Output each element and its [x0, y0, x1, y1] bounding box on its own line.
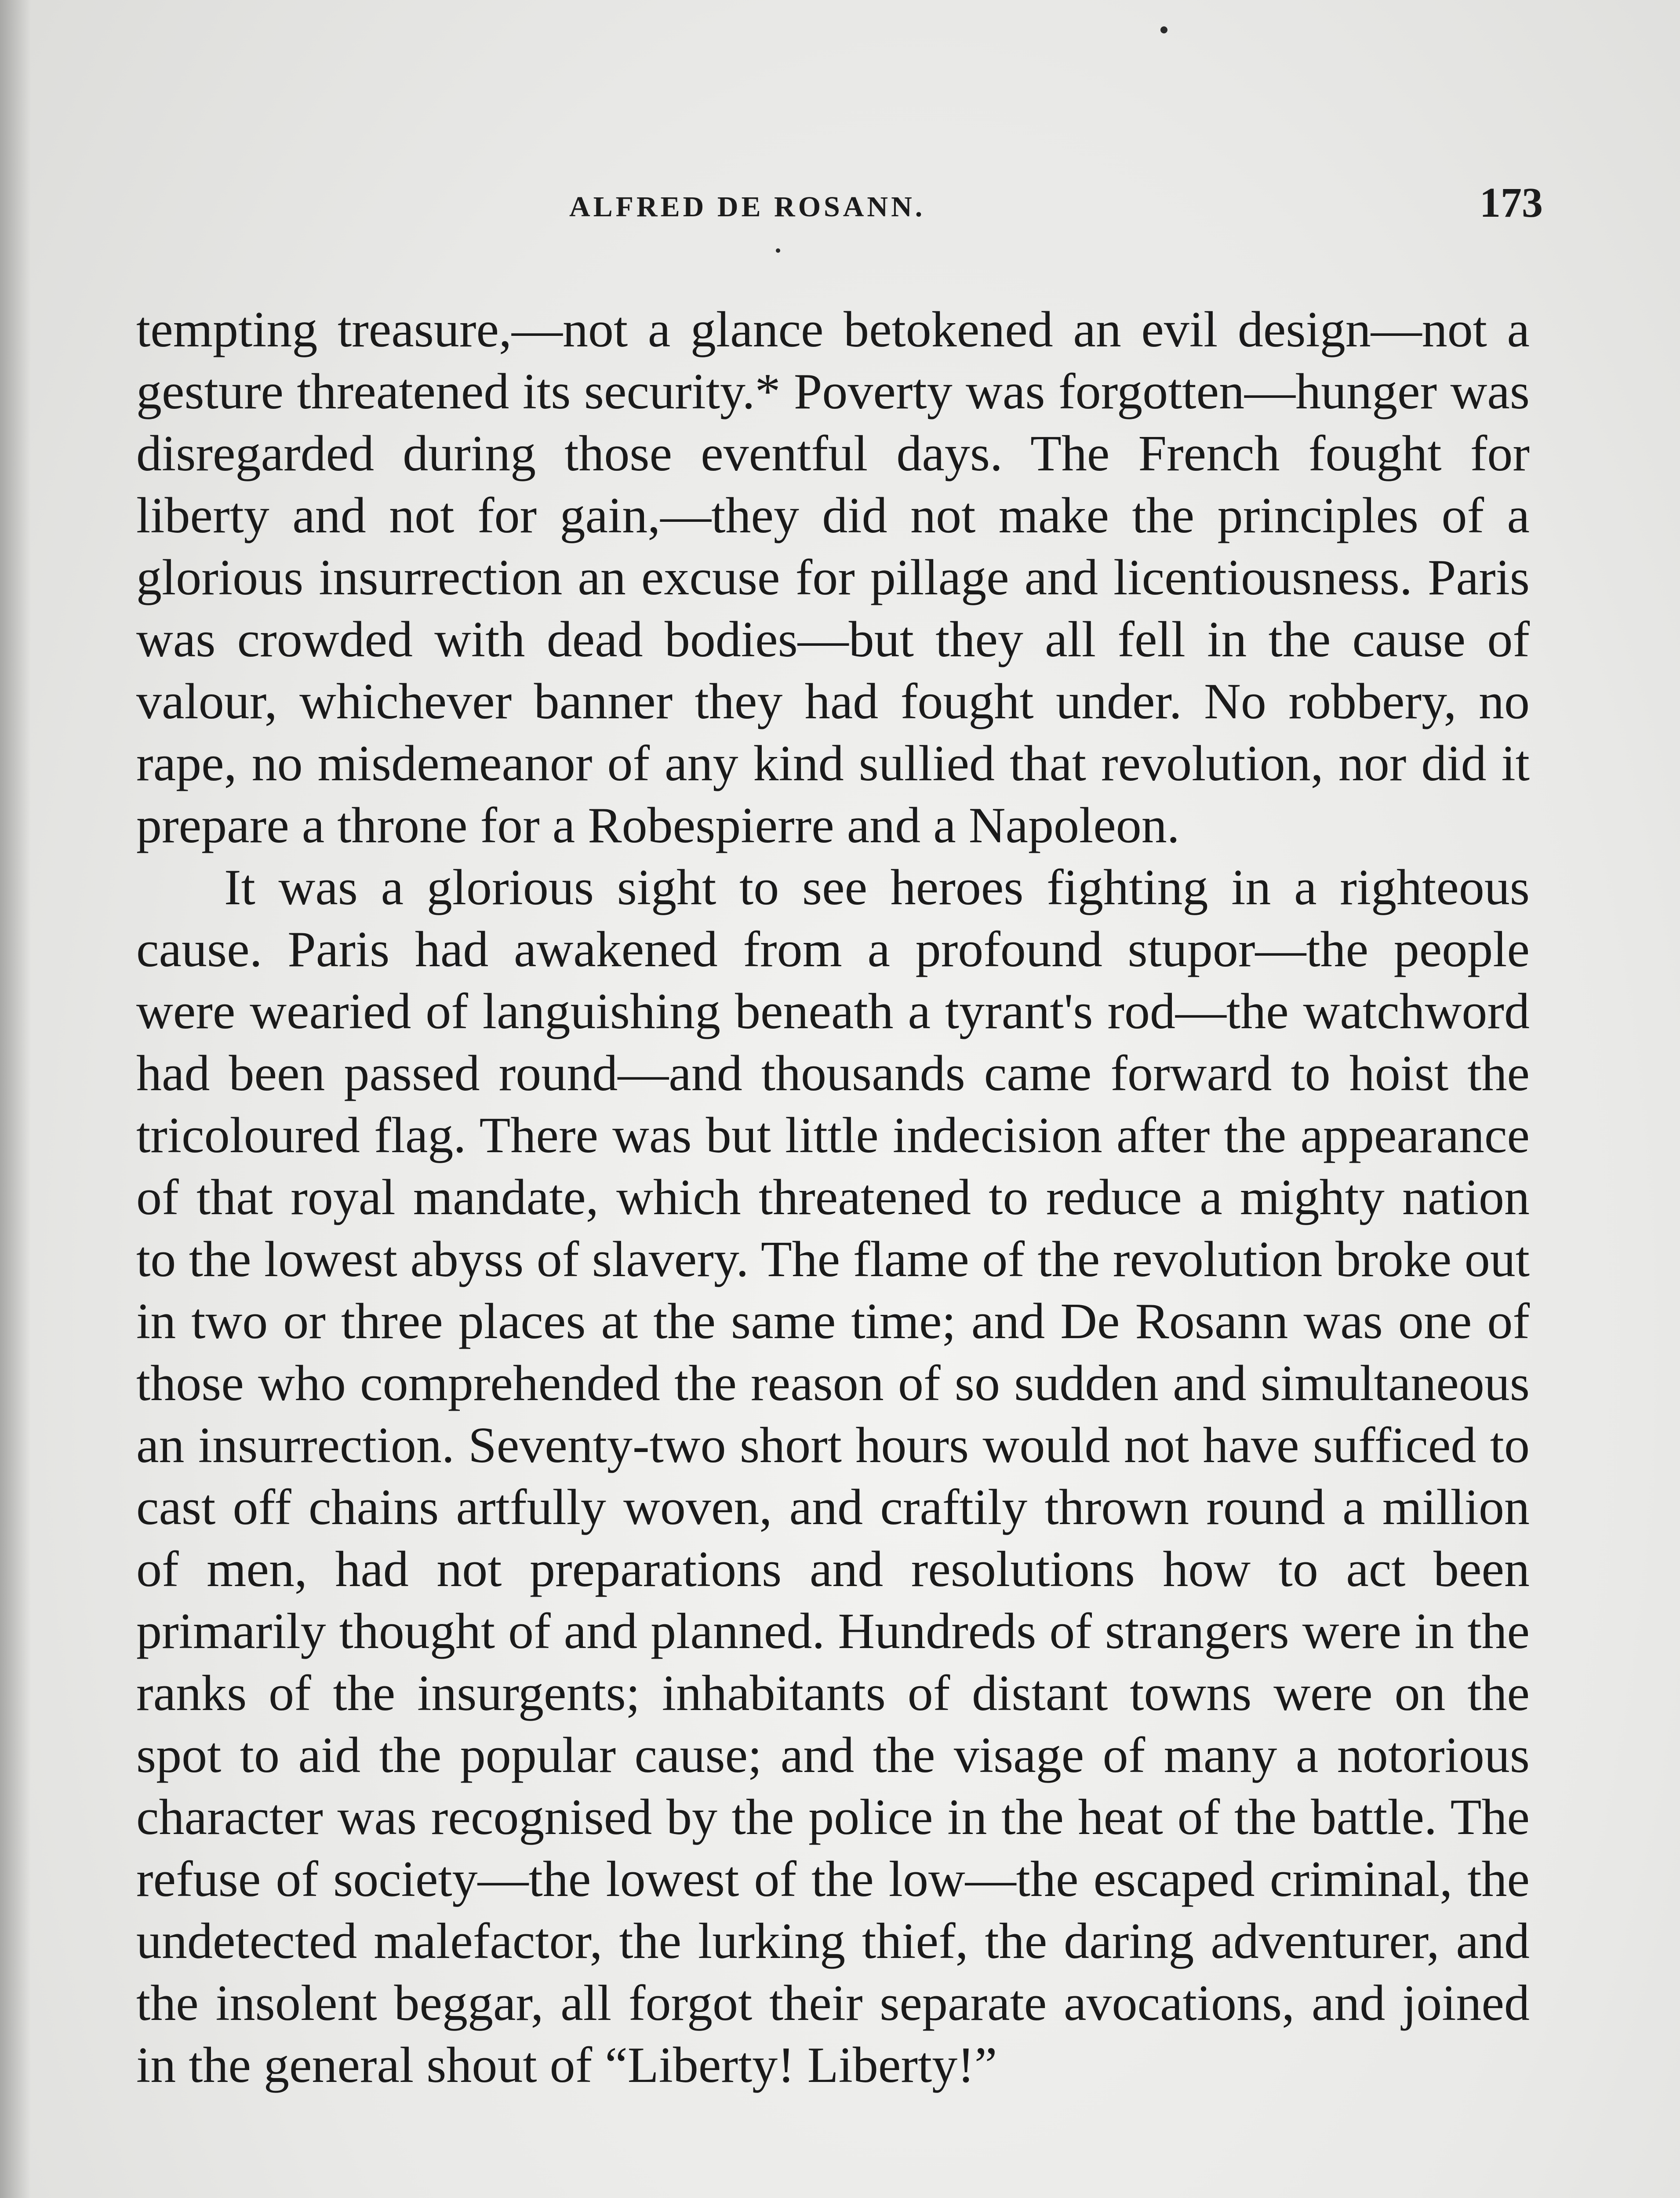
spine-shadow	[0, 0, 31, 2198]
paragraph-continued: tempting treasure,—not a glance betokened an evil design—not a gesture threatened its security.* Poverty was forgotten—hunger was disregarded during those eventful days. The French fought for liberty and not for gain,—they did not make the principles of a glorious insurrection an excuse for pillage and licentiousness. Paris was crowded with dead bodies—but they all fell in the cause of valour, whichever banner they had fought under. No robbery, no rape, no misdemeanor of any kind sullied that revolution, nor did it prepare a throne for a Robespierre and a Napoleon.	[136, 302, 1530, 854]
running-title: ALFRED DE ROSANN.	[569, 191, 926, 223]
ink-speck	[1160, 26, 1167, 33]
body-text	[136, 299, 1530, 2096]
paragraph: It was a glorious sight to see heroes fighting in a righteous cause. Paris had awakened from a profound stupor—the people were wearied of languishing beneath a tyrant's rod—the watchword had been passed round—and thousands came forward to hoist the tricoloured flag. There was but little indecision after the appearance of that royal mandate, which threatened to reduce a mighty nation to the lowest abyss of slavery. The flame of the revolution broke out in two or three places at the same time; and De Rosann was one of those who comprehended the reason of so sudden and simultaneous an insurrection. Seventy-two short hours would not have sufficed to cast off chains artfully woven, and craftily thrown round a million of men, had not preparations and resolutions how to act been primarily thought of and planned. Hundreds of strangers were in the ranks of the insurgents; inhabitants of distant towns were on the spot to aid the popular cause; and the visage of many a notorious character was recognised by the police in the heat of the battle. The refuse of society—the lowest of the low—the escaped criminal, the undetected malefactor, the lurking thief, the daring adventurer, and the insolent beggar, all forgot their separate avocations, and joined in the general shout of “Liberty! Liberty!”	[136, 859, 1530, 2093]
ink-speck	[776, 248, 780, 253]
running-head	[136, 178, 1543, 240]
page-number: 173	[1480, 179, 1543, 226]
